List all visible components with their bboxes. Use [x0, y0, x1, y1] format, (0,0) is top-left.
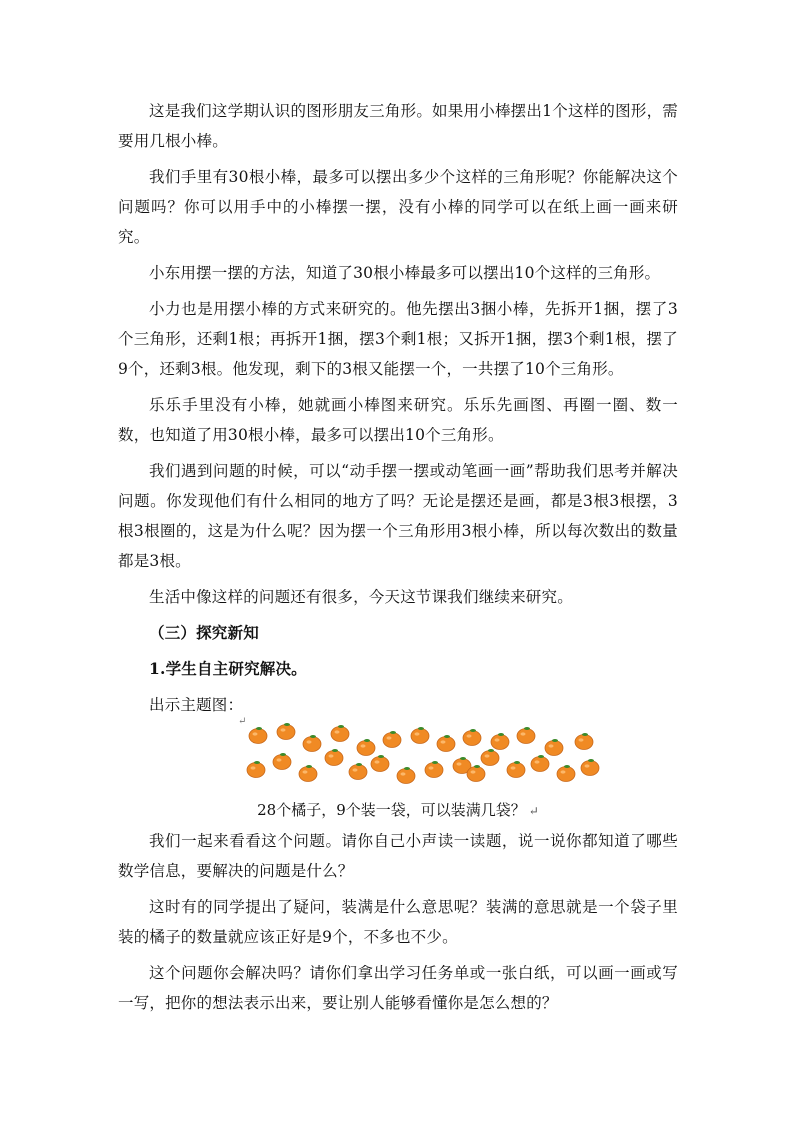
- paragraph-9: 这时有的同学提出了疑问，装满是什么意思呢？装满的意思就是一个袋子里装的橘子的数量就应该正好是9个，不多也不少。: [118, 898, 678, 946]
- orange-icon: [517, 727, 535, 744]
- orange-icon: [507, 761, 525, 778]
- orange-icon: [303, 735, 321, 752]
- orange-icon: [357, 739, 375, 756]
- paragraph-6: 我们遇到问题的时候，可以“动手摆一摆或动笔画一画”帮助我们思考并解决问题。你发现他们有什么相同的地方了吗？无论是摆还是画，都是3根3根摆，3根3根圈的，这是为什么呢？因为摆一个三角形用3根小棒，所以每次数出的数量都是3根。: [118, 462, 678, 570]
- figure-caption: [118, 797, 678, 824]
- orange-icon: [249, 727, 267, 744]
- orange-icon: [349, 763, 367, 780]
- orange-icon: [273, 753, 291, 770]
- orange-icon: [383, 731, 401, 748]
- oranges-figure: [240, 718, 610, 788]
- paragraph-4: 小力也是用摆小棒的方式来研究的。他先摆出3捆小棒，先拆开1捆，摆了3个三角形，还剩1根；再拆开1捆，摆3个剩1根；又拆开1捆，摆3个剩1根，摆了9个，还剩3根。他发现，剩下的3根又能摆一个，一共摆了10个三角形。: [118, 300, 678, 378]
- paragraph-5: 乐乐手里没有小棒，她就画小棒图来研究。乐乐先画图、再圈一圈、数一数，也知道了用30根小棒，最多可以摆出10个三角形。: [118, 396, 678, 444]
- orange-icon: [481, 749, 499, 766]
- orange-icon: [557, 765, 575, 782]
- bottom-text-block: [118, 826, 678, 1024]
- orange-icon: [397, 767, 415, 784]
- top-text-block: [118, 96, 678, 726]
- orange-icon: [325, 749, 343, 766]
- orange-icon: [277, 723, 295, 740]
- orange-icon: [371, 755, 389, 772]
- orange-icon: [425, 761, 443, 778]
- orange-icon: [581, 759, 599, 776]
- orange-icon: [463, 729, 481, 746]
- paragraph-2: 我们手里有30根小棒，最多可以摆出多少个这样的三角形呢？你能解决这个问题吗？你可以用手中的小棒摆一摆，没有小棒的同学可以在纸上画一画来研究。: [118, 168, 678, 246]
- paragraph-1: 这是我们这学期认识的图形朋友三角形。如果用小棒摆出1个这样的图形，需要用几根小棒。: [118, 102, 678, 150]
- return-mark-icon: ↵: [528, 804, 539, 818]
- return-mark-icon: ↵: [238, 716, 247, 727]
- orange-icon: [531, 755, 549, 772]
- orange-icon: [247, 761, 265, 778]
- figure-intro: 出示主题图：: [149, 696, 244, 714]
- orange-icon: [545, 739, 563, 756]
- orange-icon: [491, 733, 509, 750]
- sub-heading: 1.学生自主研究解决。: [149, 659, 307, 678]
- caption-text: 28个橘子，9个装一袋，可以装满几袋？: [257, 801, 526, 819]
- orange-icon: [411, 727, 429, 744]
- paragraph-8: 我们一起来看看这个问题。请你自己小声读一读题，说一说你都知道了哪些数学信息，要解决的问题是什么？: [118, 832, 678, 880]
- orange-icon: [331, 725, 349, 742]
- paragraph-3: 小东用摆一摆的方法，知道了30根小棒最多可以摆出10个这样的三角形。: [149, 264, 661, 282]
- paragraph-10: 这个问题你会解决吗？请你们拿出学习任务单或一张白纸，可以画一画或写一写，把你的想法表示出来，要让别人能够看懂你是怎么想的？: [118, 964, 678, 1012]
- orange-icon: [299, 765, 317, 782]
- orange-icon: [575, 733, 593, 750]
- orange-icon: [437, 735, 455, 752]
- paragraph-7: 生活中像这样的问题还有很多，今天这节课我们继续来研究。: [149, 588, 573, 606]
- section-heading: （三）探究新知: [149, 623, 259, 642]
